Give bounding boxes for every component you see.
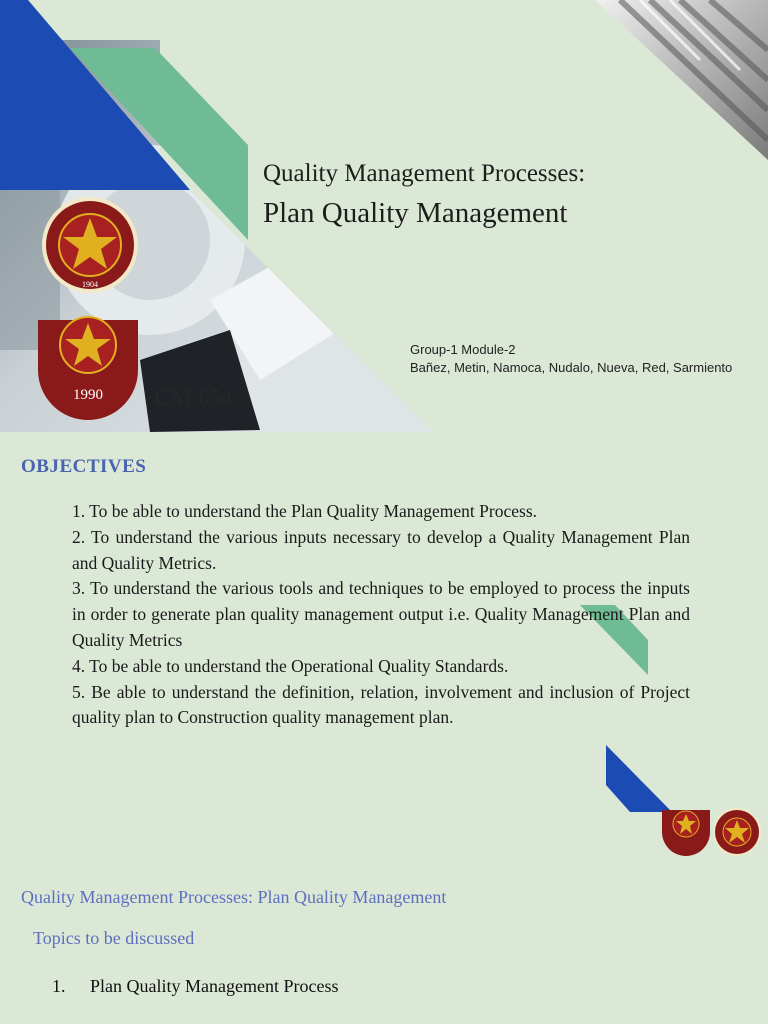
pup-1990-logo: [38, 317, 138, 420]
blue-stripe: [606, 745, 672, 812]
objectives-heading: OBJECTIVES: [21, 456, 147, 477]
topic-number: 1.: [52, 976, 66, 996]
group-module-label: Group-1 Module-2: [410, 342, 516, 357]
structure-image: [595, 0, 768, 160]
objective-item: 1. To be able to understand the Plan Quality Management Process.: [72, 501, 538, 521]
objectives-list: [72, 499, 690, 731]
title-line-2: Plan Quality Management: [263, 197, 568, 229]
objective-item: 4. To be able to understand the Operational Quality Standards.: [72, 655, 509, 676]
title-line-1: Quality Management Processes:: [263, 160, 586, 187]
topics-label: Topics to be discussed: [33, 928, 195, 948]
small-1990-logo: [662, 810, 710, 856]
svg-text:1990: 1990: [73, 387, 103, 403]
small-1904-logo: [713, 808, 761, 856]
authors-label: Bañez, Metin, Namoca, Nudalo, Nueva, Red, Sarmiento: [410, 360, 733, 375]
objective-item: 2. To understand the various inputs necessary to develop a Quality Management Plan and Quality Metrics.: [72, 526, 690, 573]
objective-item: 5. Be able to understand the definition, relation, involvement and inclusion of Project quality plan to Construction quality management plan.: [72, 681, 690, 728]
svg-text:1904: 1904: [82, 280, 98, 289]
topic-text: Plan Quality Management Process: [90, 976, 339, 996]
pup-1904-logo: [42, 197, 138, 293]
topic-item: [52, 976, 338, 997]
section-title: Quality Management Processes: Plan Quality Management: [21, 887, 447, 907]
objective-item: 3. To understand the various tools and techniques to be employed to process the inputs in order to generate plan quality management output i.e. Quality Management Plan and Quality Metrics: [72, 578, 690, 650]
course-code: CM 654: [154, 385, 233, 410]
